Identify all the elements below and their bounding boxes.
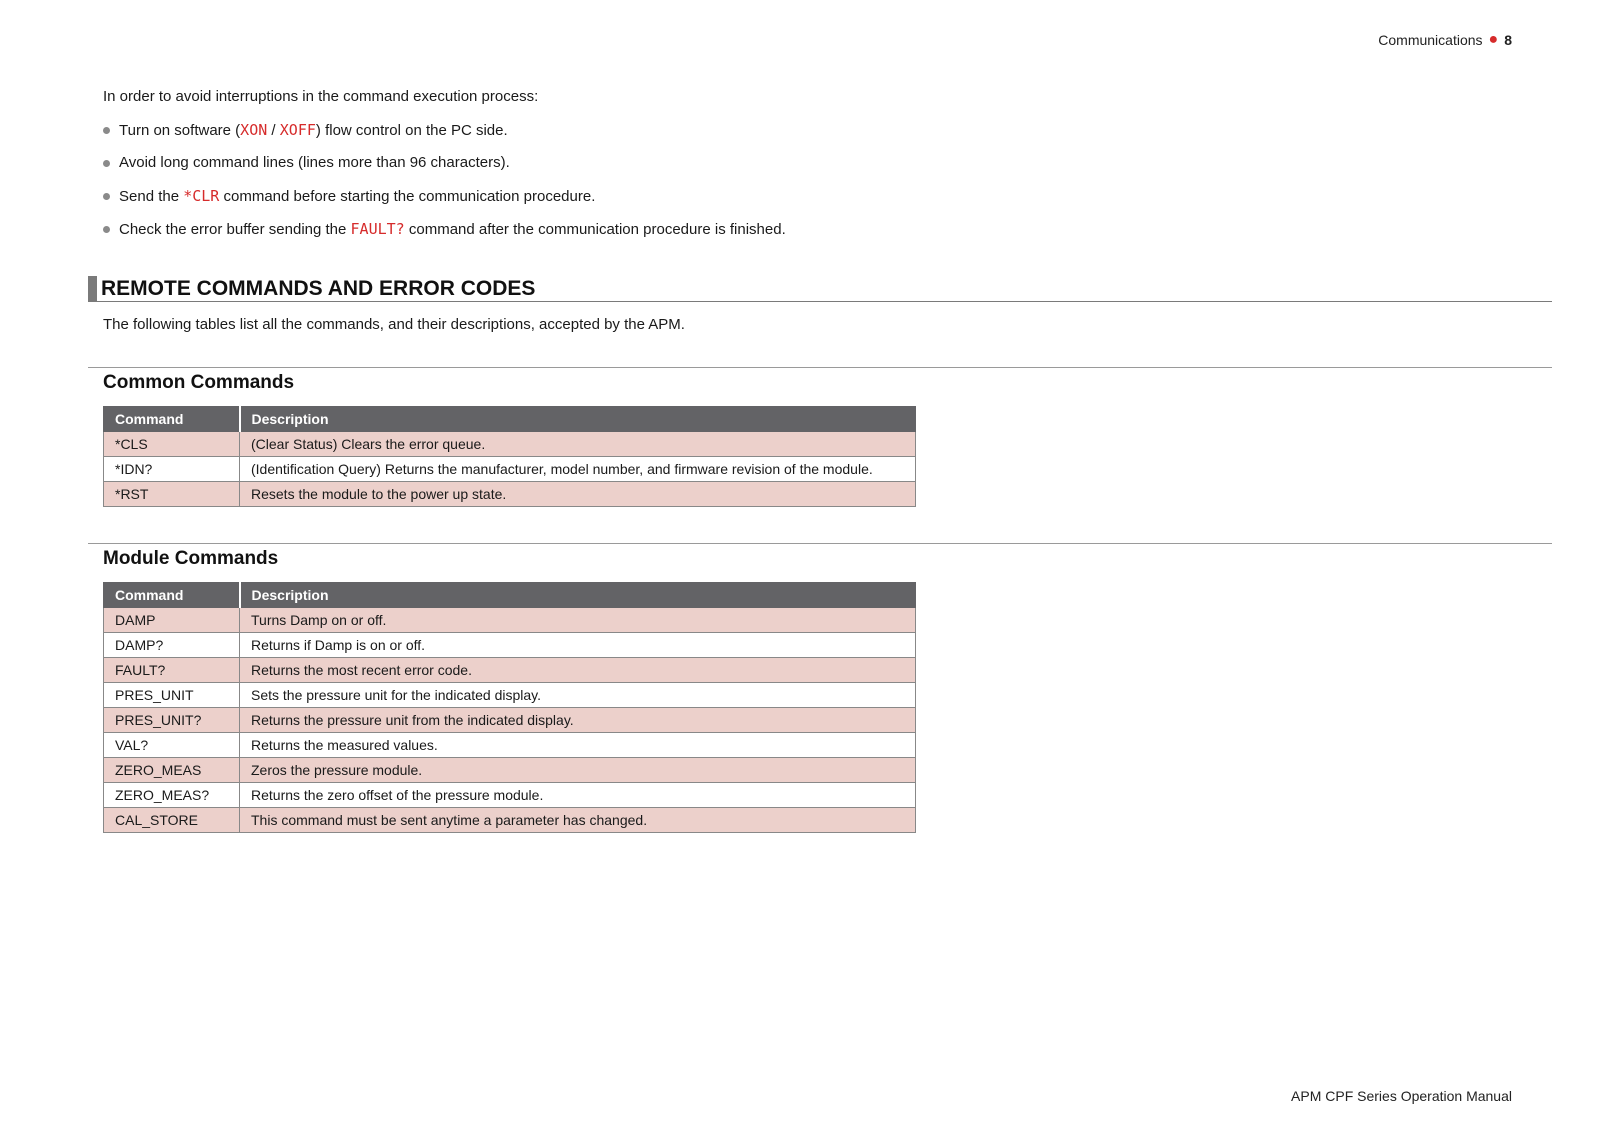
description-cell: Zeros the pressure module.: [240, 758, 916, 783]
command-cell: *IDN?: [104, 457, 240, 482]
command-cell: CAL_STORE: [104, 808, 240, 833]
module-commands-title: Module Commands: [103, 548, 279, 569]
table-row: [104, 783, 916, 808]
description-cell: Returns the measured values.: [240, 733, 916, 758]
table-row: [104, 633, 916, 658]
bullet-item: [103, 220, 786, 253]
column-header: Command: [104, 407, 240, 432]
bullet-text: Send the *CLR command before starting the communication procedure.: [119, 187, 596, 205]
module-commands-table: [103, 582, 916, 833]
command-cell: FAULT?: [104, 658, 240, 683]
description-cell: This command must be sent anytime a parameter has changed.: [240, 808, 916, 833]
command-cell: VAL?: [104, 733, 240, 758]
bullet-icon: [103, 193, 110, 200]
common-commands-table: [103, 406, 916, 507]
bullet-icon: [103, 160, 110, 167]
description-cell: Sets the pressure unit for the indicated display.: [240, 683, 916, 708]
table-row: [104, 808, 916, 833]
command-cell: DAMP?: [104, 633, 240, 658]
command-cell: *CLS: [104, 432, 240, 457]
divider: [88, 543, 1552, 544]
column-header: Description: [240, 583, 916, 608]
bullet-list: [103, 121, 786, 253]
section-title: REMOTE COMMANDS AND ERROR CODES: [101, 277, 536, 300]
header-section-name: Communications: [1378, 32, 1483, 48]
bullet-icon: [103, 127, 110, 134]
command-cell: ZERO_MEAS: [104, 758, 240, 783]
section-description: The following tables list all the commands, and their descriptions, accepted by the APM.: [103, 316, 685, 333]
code-clr: *CLR: [183, 187, 220, 205]
bullet-text: Turn on software (XON / XOFF) flow control on the PC side.: [119, 121, 508, 139]
table-row: [104, 432, 916, 457]
command-cell: DAMP: [104, 608, 240, 633]
bullet-text: Avoid long command lines (lines more than 96 characters).: [119, 154, 510, 171]
section-marker: [88, 276, 97, 301]
table-row: [104, 457, 916, 482]
table-row: [104, 708, 916, 733]
code-xoff: XOFF: [279, 121, 316, 139]
table-row: [104, 733, 916, 758]
page-footer: APM CPF Series Operation Manual: [1291, 1088, 1512, 1104]
intro-text: In order to avoid interruptions in the command execution process:: [103, 88, 539, 105]
description-cell: Returns the most recent error code.: [240, 658, 916, 683]
description-cell: Returns if Damp is on or off.: [240, 633, 916, 658]
command-cell: ZERO_MEAS?: [104, 783, 240, 808]
description-cell: Returns the zero offset of the pressure module.: [240, 783, 916, 808]
bullet-item: [103, 121, 786, 154]
column-header: Command: [104, 583, 240, 608]
description-cell: (Clear Status) Clears the error queue.: [240, 432, 916, 457]
command-cell: PRES_UNIT: [104, 683, 240, 708]
bullet-item: [103, 187, 786, 220]
common-commands-title: Common Commands: [103, 372, 295, 393]
divider: [88, 367, 1552, 368]
table-row: [104, 658, 916, 683]
code-fault: FAULT?: [350, 220, 405, 238]
header-bullet-icon: ●: [1488, 31, 1499, 48]
description-cell: Returns the pressure unit from the indicated display.: [240, 708, 916, 733]
table-row: [104, 482, 916, 507]
table-row: [104, 608, 916, 633]
description-cell: Turns Damp on or off.: [240, 608, 916, 633]
command-cell: PRES_UNIT?: [104, 708, 240, 733]
table-row: [104, 683, 916, 708]
description-cell: Resets the module to the power up state.: [240, 482, 916, 507]
code-xon: XON: [240, 121, 268, 139]
bullet-text: Check the error buffer sending the FAULT? command after the communication procedure is finished.: [119, 220, 786, 238]
command-cell: *RST: [104, 482, 240, 507]
section-heading: [88, 275, 1552, 302]
page-header: [1378, 32, 1512, 48]
table-header-row: [104, 407, 916, 432]
table-row: [104, 758, 916, 783]
column-header: Description: [240, 407, 916, 432]
bullet-icon: [103, 226, 110, 233]
description-cell: (Identification Query) Returns the manufacturer, model number, and firmware revision of the module.: [240, 457, 916, 482]
table-header-row: [104, 583, 916, 608]
page-number: 8: [1504, 32, 1512, 48]
bullet-item: [103, 154, 786, 187]
